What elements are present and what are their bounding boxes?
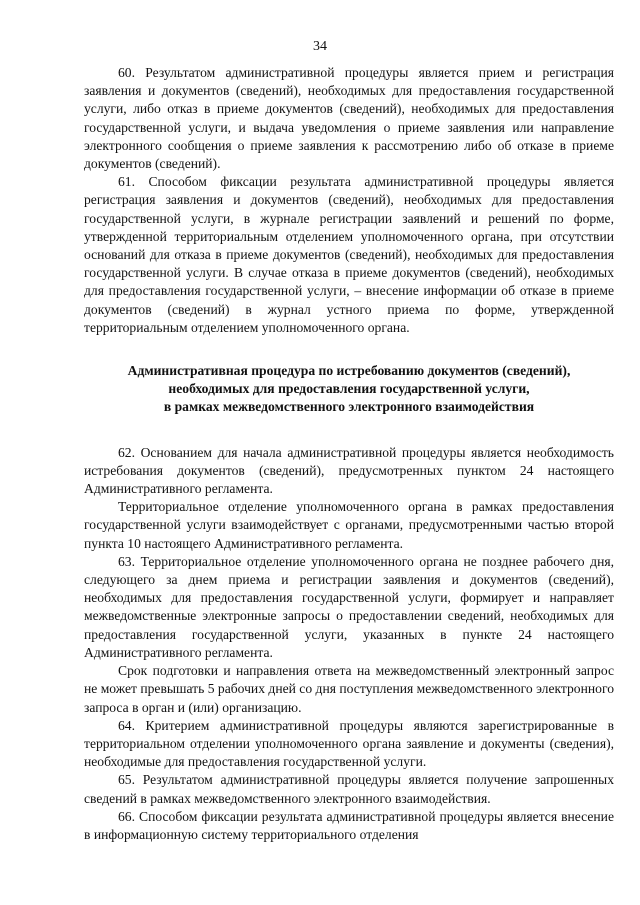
page-number: 34	[313, 39, 327, 54]
section-heading-line-2: необходимых для предоставления государственной услуги,	[168, 381, 530, 397]
document-body	[84, 64, 614, 844]
paragraph-65: 65. Результатом административной процедуры является получение запрошенных сведений в рамках межведомственного электронного взаимодействия.	[84, 772, 614, 806]
section-heading-line-3: в рамках межведомственного электронного взаимодействия	[163, 399, 535, 415]
paragraph-62-continued: Территориальное отделение уполномоченного органа в рамках предоставления государственной услуги взаимодействует с органами, предусмотренными частью второй пункта 10 настоящего Административного регламента.	[84, 499, 614, 551]
paragraph-60: 60. Результатом административной процедуры является прием и регистрация заявления и документов (сведений), необходимых для предоставления государственной услуги, либо отказ в приеме документов (сведений), необходимых для предоставления государственной услуги, и выдача уведомления о приеме заявления или направление электронного сообщения о приеме заявления к рассмотрению либо об отказе в приеме документов (сведений).	[84, 65, 614, 172]
paragraph-62: 62. Основанием для начала административной процедуры является необходимость истребования документов (сведений), предусмотренных пунктом 24 настоящего Административного регламента.	[84, 444, 614, 497]
section-heading	[84, 362, 614, 417]
paragraph-63: 63. Территориальное отделение уполномоченного органа не позднее рабочего дня, следующего за днем приема и регистрации заявления и документов (сведений), необходимых для предоставления государственной услуги, формирует и направляет межведомственные электронные запросы о предоставлении сведений, необходимых для предоставления государственной услуги, указанных в пункте 24 настоящего Административного регламента.	[84, 553, 614, 660]
section-heading-line-1: Административная процедура по истребованию документов (сведений),	[127, 363, 571, 379]
paragraph-61: 61. Способом фиксации результата административной процедуры является регистрация заявления и документов (сведений), необходимых для предоставления государственной услуги, в журнале регистрации заявлений и решений по форме, утвержденной территориальным отделением уполномоченного органа, при отсутствии оснований для отказа в приеме документов (сведений), необходимых для предоставления государственной услуги. В случае отказа в приеме документов (сведений), необходимых для предоставления государственной услуги, – внесение информации об отказе в приеме документов (сведений) в журнал устного приема по форме, утвержденной территориальным отделением уполномоченного органа.	[84, 174, 614, 335]
paragraph-64: 64. Критерием административной процедуры являются зарегистрированные в территориальном отделении уполномоченного органа заявление и документы (сведения), необходимые для предоставления государственной услуги.	[84, 717, 614, 770]
paragraph-63-continued: Срок подготовки и направления ответа на межведомственный электронный запрос не может превышать 5 рабочих дней со дня поступления межведомственного электронного запроса в орган и (или) организацию.	[84, 663, 614, 715]
paragraph-66: 66. Способом фиксации результата административной процедуры является внесение в информационную систему территориального отделения	[84, 808, 614, 842]
